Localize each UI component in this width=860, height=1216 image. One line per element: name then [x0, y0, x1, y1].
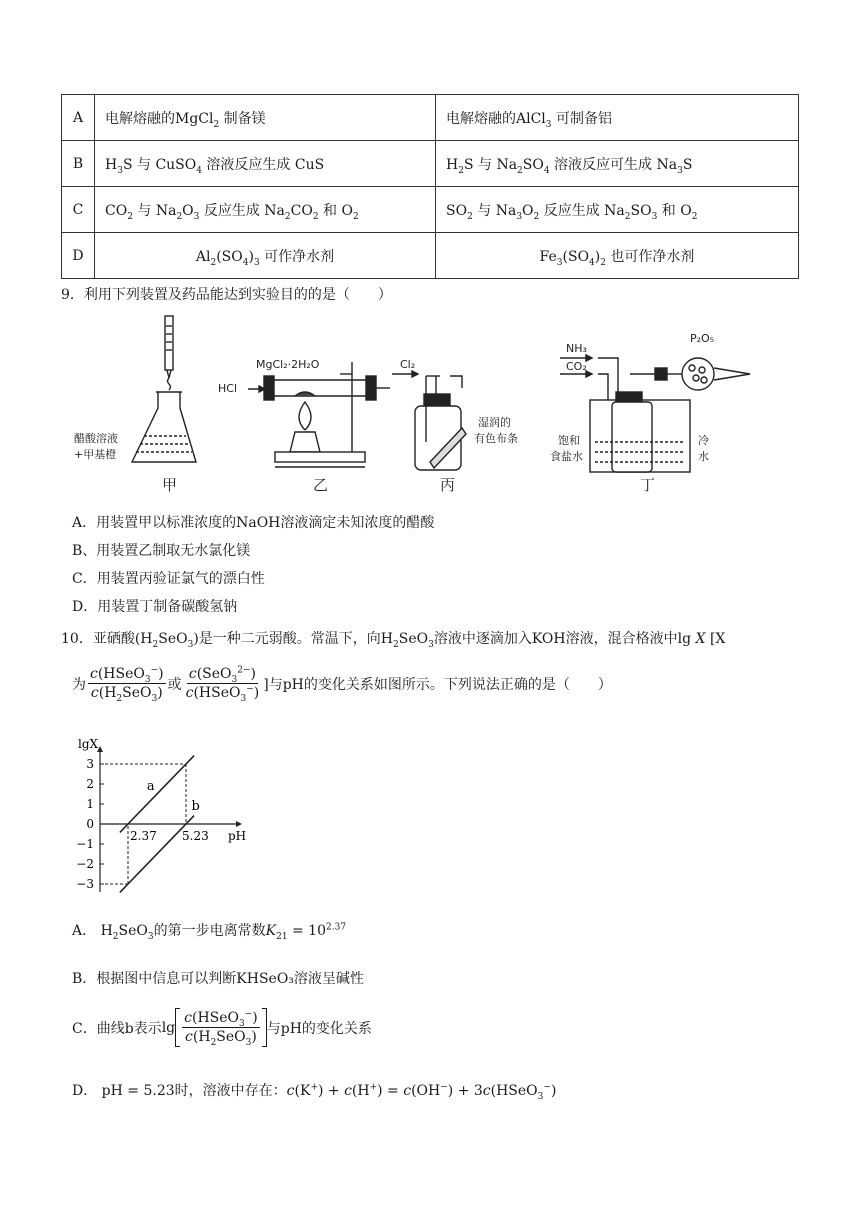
left-cell: $Al_2(SO_4)_3$ 可作净水剂	[95, 233, 436, 279]
ding-caption: 丁	[640, 476, 656, 494]
row-key: B	[62, 141, 95, 187]
x-axis-arrow	[236, 821, 242, 827]
ding-cold-2: 水	[698, 450, 709, 463]
q9-option-d: D．用装置丁制备碳酸氢钠	[72, 599, 238, 615]
q9-option-b: B、用装置乙制取无水氯化镁	[72, 543, 251, 559]
q10-stem-line2: 为 $\frac{c(HSeO_3^-)}{c(H_2SeO_3)}$ 或 $\frac{c(SeO_3^{2-})}{c(HSeO_3^-)}$ ]与pH的变化关系如图所示。下列说法正确的是（ ）	[72, 665, 612, 704]
q10-option-d: D． pH = 5.23时，溶液中存在：c(K+) + c(H+) = c(OH−) + 3c(HSeO$_3$−)	[72, 1082, 557, 1102]
line-b-label: b	[191, 799, 200, 814]
annot-523: 5.23	[182, 829, 209, 843]
apparatus-jia	[132, 316, 196, 462]
jia-label-2: +甲基橙	[74, 448, 117, 461]
ding-gas2: CO₂	[566, 360, 587, 373]
table-row	[62, 95, 799, 141]
right-cell: $H_2S$ 与 $Na_2SO_4$ 溶液反应可生成 $Na_3S$	[436, 141, 799, 187]
y-tick-label: 2	[86, 777, 94, 791]
apparatus-bing	[392, 371, 466, 470]
line-a-label: a	[146, 779, 155, 794]
y-tick-label: −1	[76, 837, 94, 851]
bing-gas: Cl₂	[400, 358, 416, 371]
q10-option-c: C．曲线b表示 lg $\frac{c(HSeO_3^-)}{c(H_2SeO_3)}$ 与pH的变化关系	[72, 1009, 372, 1048]
y-tick-label: −2	[76, 857, 94, 871]
bing-label-2: 有色布条	[474, 432, 518, 445]
q9-stem: 9．利用下列装置及药品能达到实验目的的是（ ）	[61, 287, 392, 303]
y-tick-label: 3	[86, 757, 94, 771]
left-cell: $CO_2$ 与 $Na_2O_3$ 反应生成 $Na_2CO_2$ 和 $O_2$	[95, 187, 436, 233]
right-cell: $Fe_3(SO_4)_2$ 也可作净水剂	[436, 233, 799, 279]
ding-cold-1: 冷	[698, 434, 709, 447]
q9-option-a: A．用装置甲以标准浓度的NaOH溶液滴定未知浓度的醋酸	[72, 515, 435, 531]
ding-dryer: P₂O₅	[690, 332, 715, 345]
table-row	[62, 233, 799, 279]
left-cell: 电解熔融的MgCl$_2$ 制备镁	[95, 95, 436, 141]
y-axis-label: lgX	[78, 737, 99, 751]
jia-caption: 甲	[162, 476, 178, 494]
right-cell: 电解熔融的AlCl$_3$ 可制备铝	[436, 95, 799, 141]
q10-option-b: B．根据图中信息可以判断KHSeO₃溶液呈碱性	[72, 971, 364, 987]
right-cell: $SO_2$ 与 $Na_3O_2$ 反应生成 $Na_2SO_3$ 和 $O_2$	[436, 187, 799, 233]
left-cell: $H_3S$ 与 CuSO$_4$ 溶液反应生成 CuS	[95, 141, 436, 187]
series-line-b	[120, 816, 194, 893]
apparatus-yi	[248, 362, 390, 467]
table-row	[62, 187, 799, 233]
bing-caption: 丙	[440, 476, 456, 494]
q10-chart	[66, 730, 266, 900]
row-key: C	[62, 187, 95, 233]
q10-option-a: A． $H_2SeO_3$的第一步电离常数$K_{21} = 10^{2.37}$	[72, 922, 347, 942]
ding-label-1: 饱和	[558, 434, 580, 447]
ding-gas1: NH₃	[566, 342, 587, 355]
x-axis-label: pH	[228, 829, 247, 843]
yi-reagent: MgCl₂·2H₂O	[256, 358, 320, 371]
apparatus-ding	[560, 355, 750, 472]
annot-237: 2.37	[130, 829, 157, 843]
table-row	[62, 141, 799, 187]
y-tick-label: 0	[86, 817, 94, 831]
jia-label-1: 醋酸溶液	[74, 432, 118, 445]
row-key: D	[62, 233, 95, 279]
q9-option-c: C．用装置丙验证氯气的漂白性	[72, 571, 265, 587]
row-key: A	[62, 95, 95, 141]
ding-label-2: 食盐水	[550, 450, 583, 463]
y-tick-label: −3	[76, 877, 94, 891]
yi-gas: HCl	[218, 382, 238, 395]
yi-caption: 乙	[313, 476, 329, 494]
q10-stem-line1: 10．亚硒酸$(H_2SeO_3)$是一种二元弱酸。常温下，向$H_2SeO_3$溶液中逐滴加入KOH溶液，混合格液中lg X [X	[61, 631, 726, 650]
comparison-table	[61, 94, 799, 279]
y-tick-label: 1	[86, 797, 94, 811]
bing-label-1: 湿润的	[478, 416, 511, 429]
series-line-a	[120, 756, 194, 833]
q9-apparatus-figure	[70, 312, 770, 502]
